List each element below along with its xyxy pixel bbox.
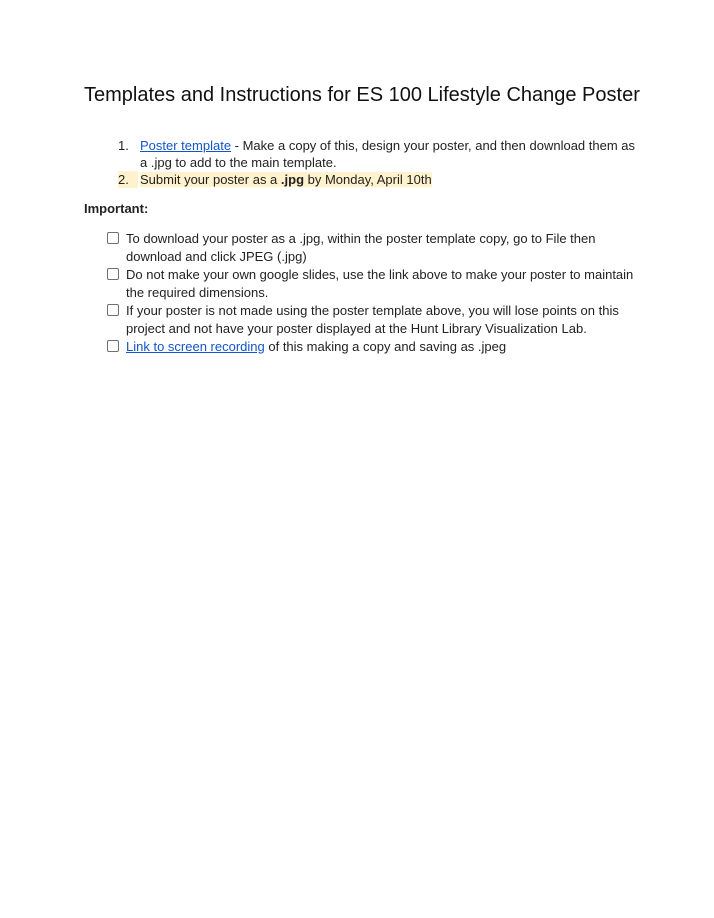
step-text-before: Submit your poster as a <box>140 172 281 187</box>
checklist-item-text: Do not make your own google slides, use the link above to make your poster to maintain the required dimensions. <box>126 267 634 300</box>
file-type-bold: .jpg <box>280 172 305 187</box>
screen-recording-link[interactable]: Link to screen recording <box>126 339 265 354</box>
step-number: 2. <box>118 171 138 188</box>
checklist-item-screen-recording <box>107 338 637 356</box>
unchecked-checkbox-icon[interactable] <box>107 232 119 244</box>
unchecked-checkbox-icon[interactable] <box>107 304 119 316</box>
step-number: 1. <box>118 138 129 153</box>
submit-instruction-highlight <box>140 172 432 187</box>
checklist-item-download-jpg <box>107 230 637 265</box>
poster-template-link[interactable]: Poster template <box>140 138 232 153</box>
step-text: - Make a copy of this, design your poster, and then download them as a .jpg to add to the main template. <box>140 138 636 170</box>
checklist-item-text: If your poster is not made using the poster template above, you will lose points on this project and not have your poster displayed at the Hunt Library Visualization Lab. <box>126 303 619 336</box>
checklist-item-do-not-make-slides <box>107 266 637 301</box>
document-title: Templates and Instructions for ES 100 Lifestyle Change Poster <box>84 84 640 106</box>
checklist-item-use-template <box>107 302 637 337</box>
checklist-item-text: To download your poster as a .jpg, within the poster template copy, go to File then download and click JPEG (.jpg) <box>126 231 596 264</box>
step-item-1 <box>112 137 642 171</box>
step-item-2 <box>112 171 642 188</box>
unchecked-checkbox-icon[interactable] <box>107 268 119 280</box>
unchecked-checkbox-icon[interactable] <box>107 340 119 352</box>
step-text-after: by Monday, April 10th <box>304 172 432 187</box>
important-heading: Important: <box>84 201 149 216</box>
checklist-item-text: of this making a copy and saving as .jpeg <box>264 339 507 354</box>
important-checklist <box>107 230 637 357</box>
instruction-steps-list <box>112 137 642 188</box>
